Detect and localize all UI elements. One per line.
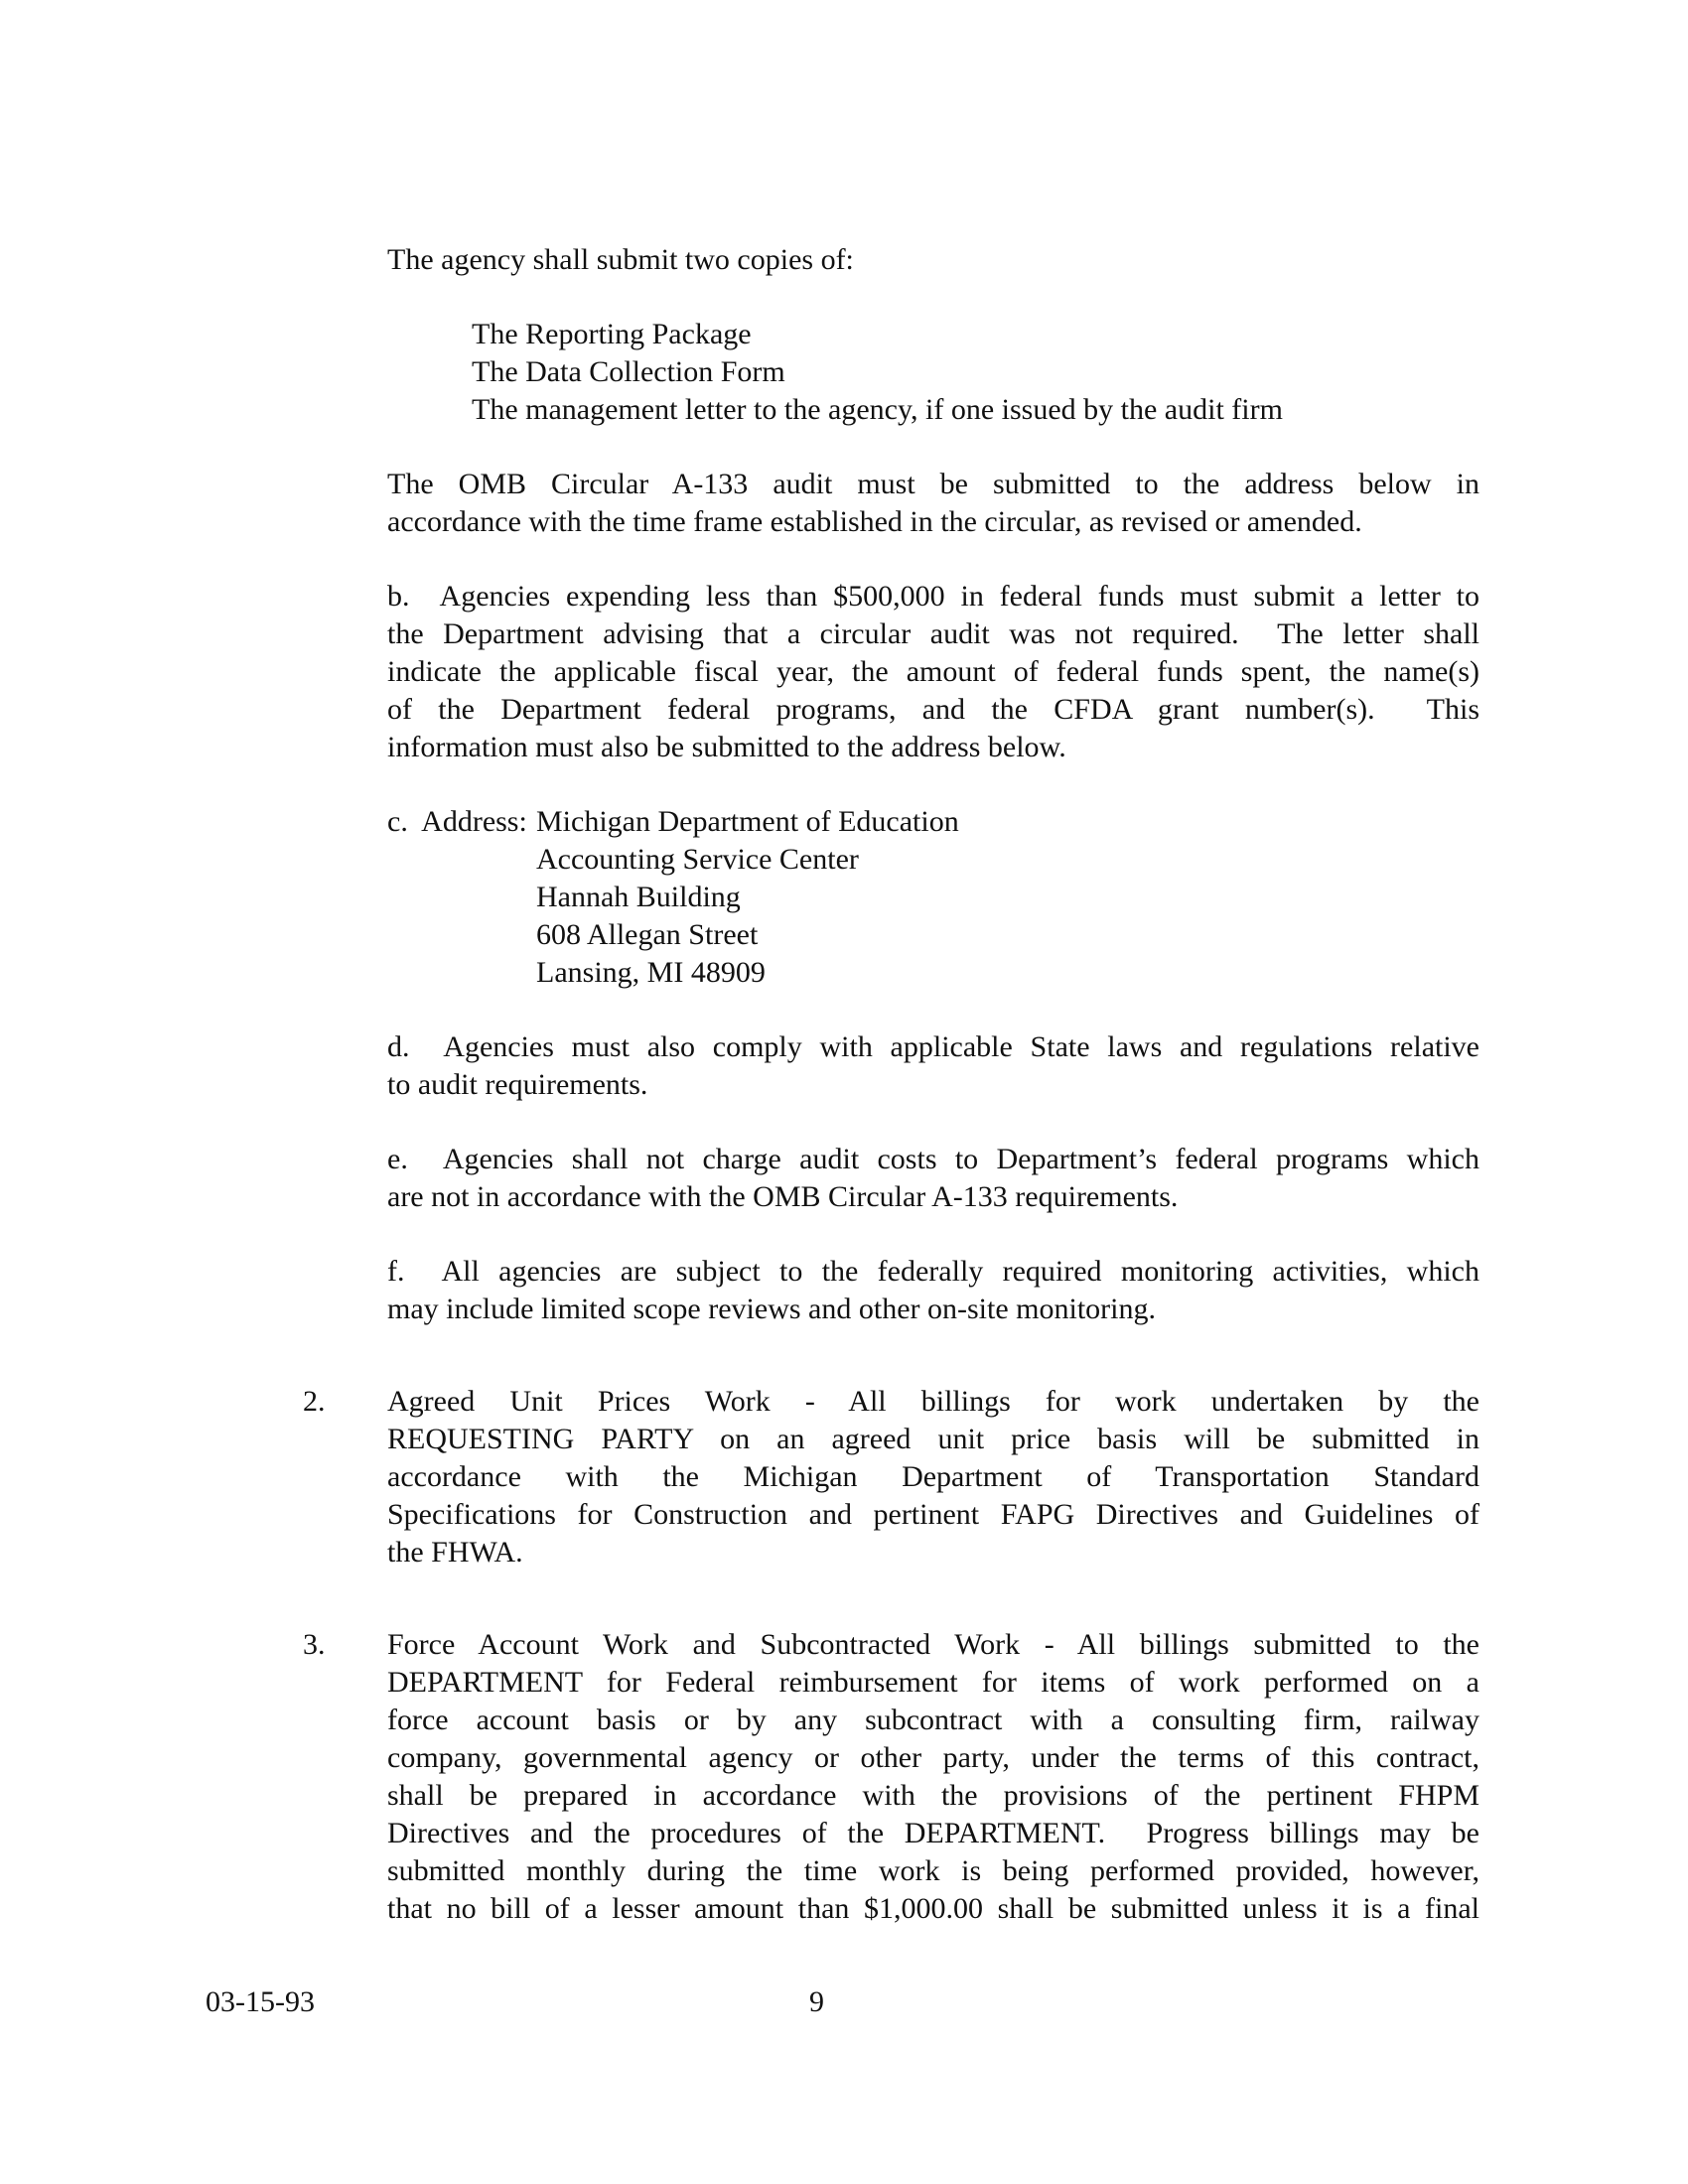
- item-b-paragraph: [387, 578, 1479, 766]
- text-line: e. Agencies shall not charge audit costs to Department’s federal programs which: [387, 1143, 1479, 1175]
- text-line: to audit requirements.: [387, 1068, 648, 1101]
- page-footer: [0, 1983, 1688, 2021]
- text-line: Directives and the procedures of the DEPARTMENT. Progress billings may be: [387, 1817, 1479, 1849]
- item-d-paragraph: [387, 1028, 1479, 1104]
- text-line: The Data Collection Form: [472, 355, 785, 388]
- address-label: c. Address:: [387, 805, 527, 838]
- item-3-paragraph: [387, 1626, 1479, 1928]
- text-line: indicate the applicable fiscal year, the amount of federal funds spent, the name(s): [387, 655, 1479, 688]
- text-line: accordance with the time frame established in the circular, as revised or amended.: [387, 505, 1362, 538]
- text-line: b. Agencies expending less than $500,000 in federal funds must submit a letter to: [387, 580, 1479, 613]
- text-line: Accounting Service Center: [536, 843, 859, 876]
- numbered-item-2: [303, 1383, 1479, 1571]
- item-2-number: 2.: [303, 1385, 326, 1418]
- text-line: may include limited scope reviews and other on-site monitoring.: [387, 1293, 1156, 1325]
- item-f-paragraph: [387, 1253, 1479, 1328]
- omb-paragraph: [387, 466, 1479, 541]
- text-line: Hannah Building: [536, 881, 741, 913]
- text-line: f. All agencies are subject to the federally required monitoring activities, which: [387, 1255, 1479, 1288]
- text-line: Agreed Unit Prices Work - All billings for work undertaken by the: [387, 1385, 1479, 1418]
- text-line: information must also be submitted to the address below.: [387, 731, 1066, 763]
- numbered-item-3: [303, 1626, 1479, 1928]
- text-line: that no bill of a lesser amount than $1,000.00 shall be submitted unless it is a final: [387, 1892, 1479, 1925]
- copy-list: [472, 316, 1479, 429]
- text-line: Specifications for Construction and pertinent FAPG Directives and Guidelines of: [387, 1498, 1479, 1531]
- text-line: d. Agencies must also comply with applicable State laws and regulations relative: [387, 1030, 1479, 1063]
- text-line: company, governmental agency or other party, under the terms of this contract,: [387, 1741, 1479, 1774]
- text-line: Lansing, MI 48909: [536, 956, 766, 989]
- address-lines: [536, 803, 1479, 992]
- text-line: are not in accordance with the OMB Circular A-133 requirements.: [387, 1180, 1179, 1213]
- text-line: shall be prepared in accordance with the provisions of the pertinent FHPM: [387, 1779, 1479, 1812]
- item-3-number: 3.: [303, 1628, 326, 1661]
- text-line: the Department advising that a circular audit was not required. The letter shall: [387, 617, 1479, 650]
- intro-paragraph: The agency shall submit two copies of:: [387, 243, 854, 276]
- text-line: 608 Allegan Street: [536, 918, 759, 951]
- document-body: [303, 241, 1479, 1965]
- text-line: DEPARTMENT for Federal reimbursement for items of work performed on a: [387, 1666, 1479, 1699]
- text-line: The management letter to the agency, if one issued by the audit firm: [472, 393, 1283, 426]
- item-e-paragraph: [387, 1141, 1479, 1216]
- text-line: accordance with the Michigan Department of Transportation Standard: [387, 1460, 1479, 1493]
- page-number: 9: [809, 1985, 824, 2018]
- text-line: submitted monthly during the time work is being performed provided, however,: [387, 1854, 1479, 1887]
- text-line: Force Account Work and Subcontracted Work - All billings submitted to the: [387, 1628, 1479, 1661]
- text-line: The OMB Circular A-133 audit must be submitted to the address below in: [387, 468, 1479, 500]
- text-line: The Reporting Package: [472, 318, 752, 350]
- text-line: the FHWA.: [387, 1536, 523, 1569]
- text-line: Michigan Department of Education: [536, 805, 959, 838]
- text-line: of the Department federal programs, and the CFDA grant number(s). This: [387, 693, 1479, 726]
- item-c-address-block: [387, 803, 1479, 992]
- footer-date: 03-15-93: [206, 1985, 315, 2018]
- text-line: force account basis or by any subcontract with a consulting firm, railway: [387, 1704, 1479, 1736]
- text-line: REQUESTING PARTY on an agreed unit price basis will be submitted in: [387, 1423, 1479, 1455]
- item-2-paragraph: [387, 1383, 1479, 1571]
